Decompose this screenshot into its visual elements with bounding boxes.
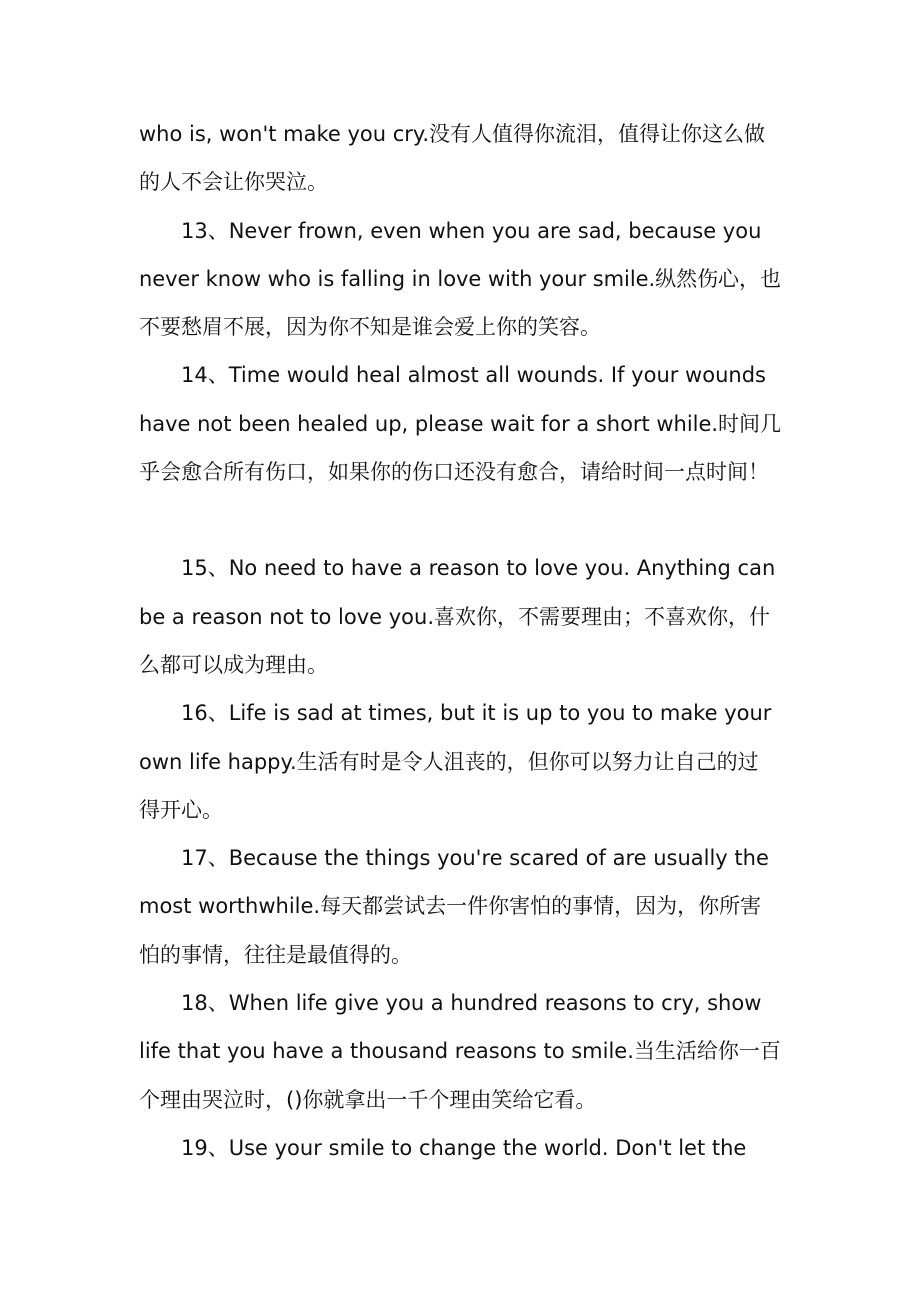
text-line: 怕的事情，往往是最值得的。: [139, 942, 412, 967]
paragraph-14: [139, 351, 781, 496]
paragraph-15: [139, 544, 781, 689]
text-line: own life happy.生活有时是令人沮丧的，但你可以努力让自己的过: [139, 749, 759, 774]
text-line: 不要愁眉不展，因为你不知是谁会爱上你的笑容。: [139, 315, 601, 340]
text-line: 18、When life give you a hundred reasons to cry, show: [181, 991, 762, 1016]
text-line: never know who is falling in love with your smile.纵然伤心，也: [139, 266, 781, 291]
text-line: 乎会愈合所有伤口，如果你的伤口还没有愈合，请给时间一点时间！: [139, 460, 769, 485]
text-line: 19、Use your smile to change the world. Don't let the: [181, 1135, 747, 1160]
text-line: 么都可以成为理由。: [139, 652, 328, 677]
text-line: 16、Life is sad at times, but it is up to you to make your: [181, 701, 772, 726]
text-line: most worthwhile.每天都尝试去一件你害怕的事情，因为，你所害: [139, 894, 762, 919]
paragraph-12-continued: [139, 110, 781, 207]
text-line: be a reason not to love you.喜欢你，不需要理由；不喜欢你，什: [139, 604, 770, 629]
blank-line: [139, 496, 781, 544]
paragraph-13: [139, 207, 781, 352]
text-line: 13、Never frown, even when you are sad, because you: [181, 218, 762, 243]
text-line: 个理由哭泣时，()你就拿出一千个理由笑给它看。: [139, 1087, 597, 1112]
text-line: life that you have a thousand reasons to smile.当生活给你一百: [139, 1039, 781, 1064]
document-body: [139, 110, 781, 1172]
paragraph-17: [139, 834, 781, 979]
text-line: 15、No need to have a reason to love you. Anything can: [181, 556, 776, 581]
paragraph-19: [139, 1124, 781, 1172]
text-line: 的人不会让你哭泣。: [139, 170, 328, 195]
paragraph-18: [139, 979, 781, 1124]
text-line: 14、Time would heal almost all wounds. If your wounds: [181, 363, 766, 388]
text-line: have not been healed up, please wait for a short while.时间几: [139, 411, 781, 436]
paragraph-16: [139, 689, 781, 834]
text-line: 17、Because the things you're scared of are usually the: [181, 846, 769, 871]
text-line: who is, won't make you cry.没有人值得你流泪，值得让你这么做: [139, 122, 766, 146]
text-line: 得开心。: [139, 797, 223, 822]
